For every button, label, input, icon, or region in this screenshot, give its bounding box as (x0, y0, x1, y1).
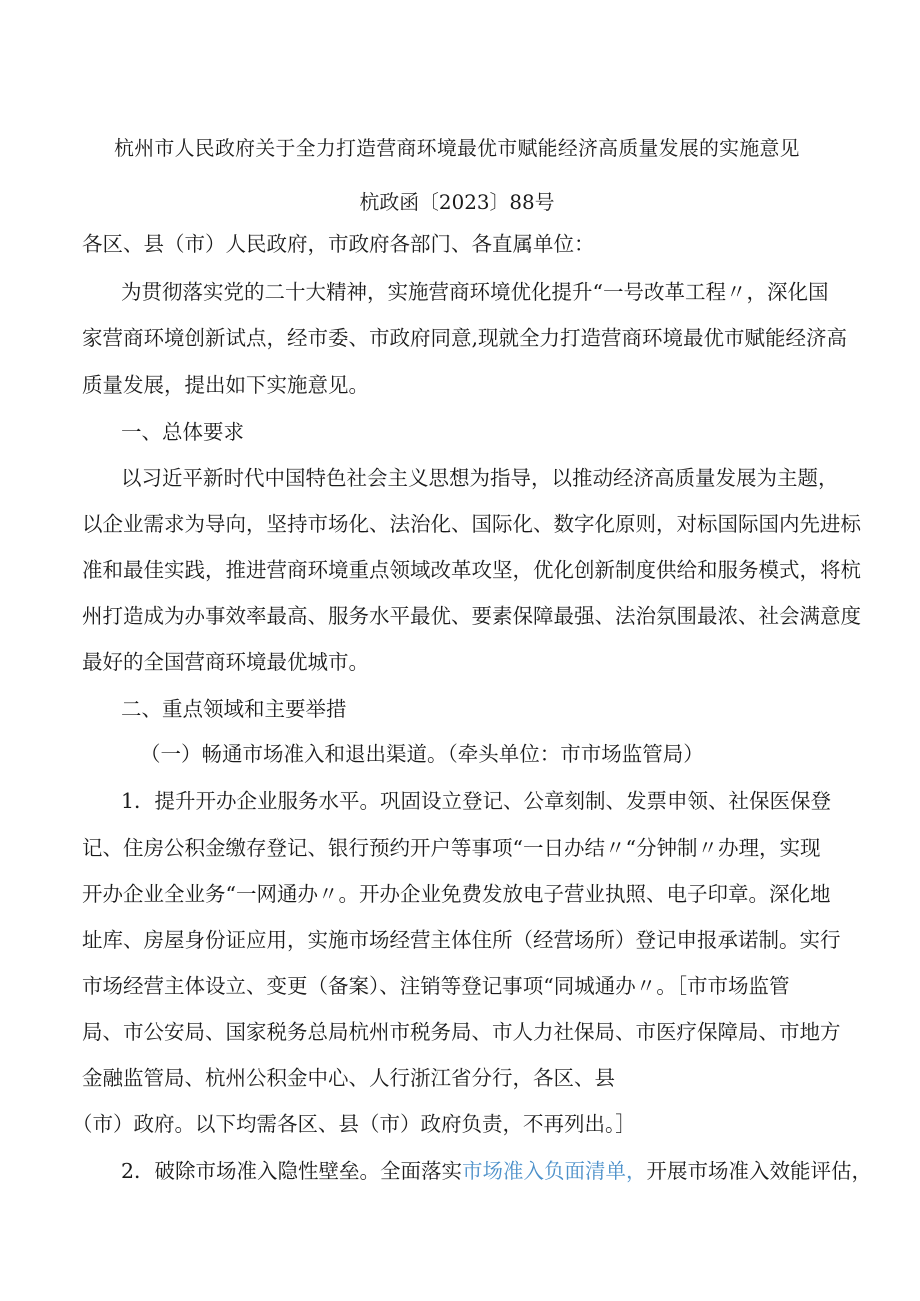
document-title: 杭州市人民政府关于全力打造营商环境最优市赋能经济高质量发展的实施意见 (114, 136, 800, 160)
intro-line: 家营商环境创新试点，经市委、市政府同意,现就全力打造营商环境最优市赋能经济高 (82, 326, 848, 350)
document-number: 杭政函〔2023〕88号 (359, 190, 555, 214)
item-text: 2．破除市场准入隐性壁垒。全面落实 (121, 1159, 463, 1183)
intro-line: 质量发展，提出如下实施意见。 (82, 373, 369, 397)
intro-line: 为贯彻落实党的二十大精神，实施营商环境优化提升“一号改革工程〃，深化国 (121, 280, 829, 304)
item-line: 1．提升开办企业服务水平。巩固设立登记、公章刻制、发票申领、社保医保登 (121, 789, 832, 813)
negative-list-link[interactable]: 市场准入负面清单， (462, 1159, 647, 1183)
item-line: 开办企业全业务“一网通办〃。开办企业免费发放电子营业执照、电子印章。深化地 (82, 882, 831, 906)
section-body-line: 以企业需求为导向，坚持市场化、法治化、国际化、数字化原则，对标国际国内先进标 (82, 512, 861, 536)
section-body-line: 州打造成为办事效率最高、服务水平最优、要素保障最强、法治氛围最浓、社会满意度 (82, 604, 861, 628)
item-text: 开展市场准入效能评估， (646, 1159, 873, 1183)
item-line: （市）政府。以下均需各区、县（市）政府负责，不再列出。］ (72, 1112, 636, 1136)
item-line (121, 1157, 872, 1185)
section-body-line: 最好的全国营商环境最优城市。 (82, 650, 369, 674)
section-heading: 一、总体要求 (121, 420, 244, 444)
salutation: 各区、县（市）人民政府，市政府各部门、各直属单位： (82, 232, 595, 256)
item-line: 局、市公安局、国家税务总局杭州市税务局、市人力社保局、市医疗保障局、市地方 (82, 1020, 841, 1044)
section-body-line: 准和最佳实践，推进营商环境重点领域改革攻坚，优化创新制度供给和服务模式，将杭 (82, 558, 861, 582)
item-line: 记、住房公积金缴存登记、银行预约开户等事项“一日办结〃“分钟制〃办理，实现 (82, 836, 821, 860)
item-line: 址库、房屋身份证应用，实施市场经营主体住所（经营场所）登记申报承诺制。实行 (82, 928, 841, 952)
item-line: 金融监管局、杭州公积金中心、人行浙江省分行，各区、县 (82, 1066, 615, 1090)
section-heading: 二、重点领域和主要举措 (121, 697, 347, 721)
item-line: 市场经营主体设立、变更（备案）、注销等登记事项“同城通办〃。［市市场监管 (82, 974, 790, 998)
section-body-line: 以习近平新时代中国特色社会主义思想为指导，以推动经济高质量发展为主题， (121, 466, 839, 490)
subsection-heading: （一）畅通市场准入和退出渠道。（牵头单位：市市场监管局） (140, 742, 704, 766)
